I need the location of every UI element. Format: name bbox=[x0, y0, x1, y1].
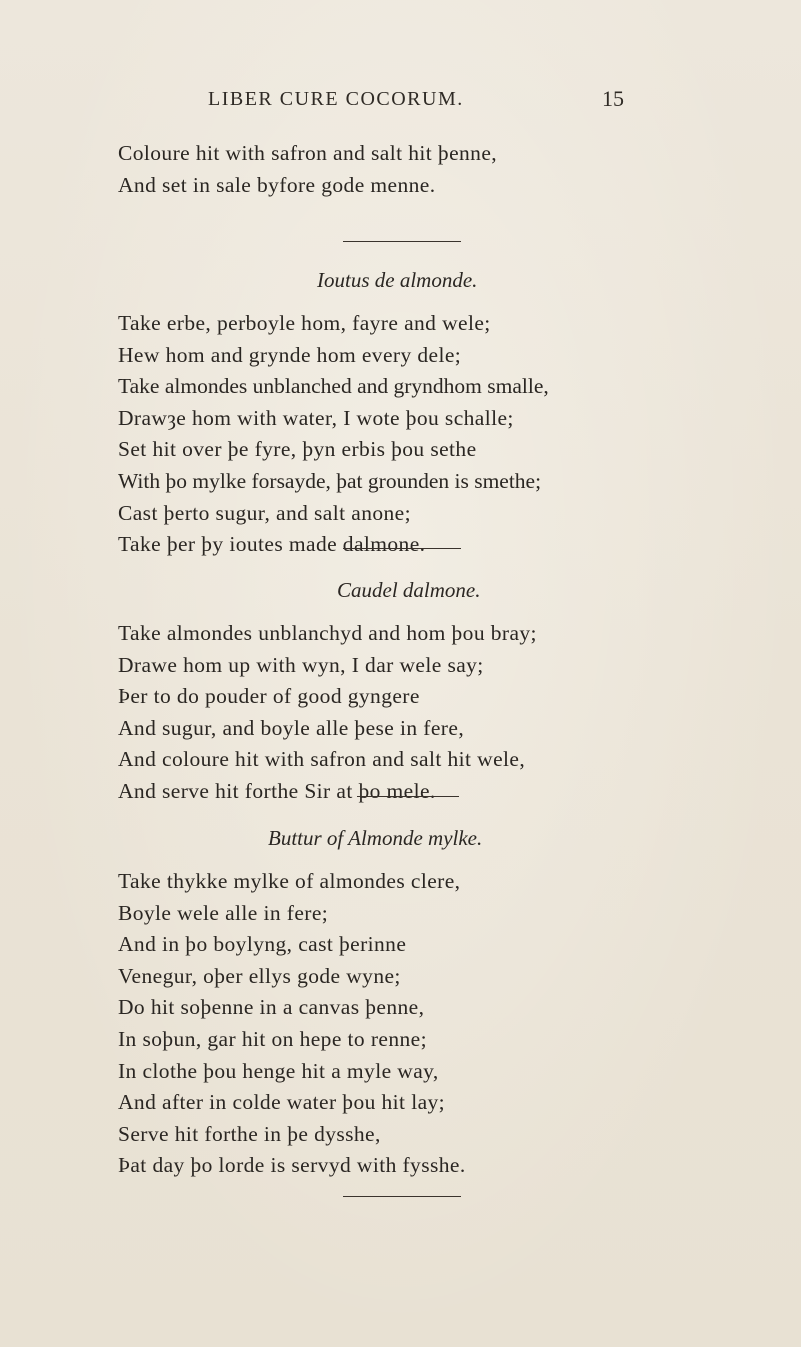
verse-line: Drawȝe hom with water, I wote þou schalle; bbox=[118, 405, 514, 430]
section-divider bbox=[357, 796, 459, 797]
recipe-verse bbox=[118, 308, 798, 561]
verse-line: Do hit soþenne in a canvas þenne, bbox=[118, 995, 425, 1020]
verse-line: With þo mylke forsayde, þat grounden is smethe; bbox=[118, 468, 542, 493]
running-head: LIBER CURE COCORUM. bbox=[208, 88, 464, 110]
recipe-title: Ioutus de almonde. bbox=[317, 268, 478, 292]
verse-line: Venegur, oþer ellys gode wyne; bbox=[118, 963, 401, 988]
verse-line: Þer to do pouder of good gyngere bbox=[118, 684, 420, 709]
verse-line: Take almondes unblanched and gryndhom smalle, bbox=[118, 374, 549, 399]
verse-line: Take erbe, perboyle hom, fayre and wele; bbox=[118, 311, 491, 335]
verse-line: And serve hit forthe Sir at þo mele. bbox=[118, 778, 436, 803]
verse-line: Set hit over þe fyre, þyn erbis þou sethe bbox=[118, 437, 477, 462]
verse-line: Cast þerto sugur, and salt anone; bbox=[118, 500, 411, 525]
verse-line: Coloure hit with safron and salt hit þenne, bbox=[118, 141, 498, 165]
verse-line: In clothe þou henge hit a myle way, bbox=[118, 1058, 439, 1083]
verse-line: And sugur, and boyle alle þese in fere, bbox=[118, 715, 465, 740]
recipe-title: Buttur of Almonde mylke. bbox=[268, 826, 483, 850]
recipe-verse bbox=[118, 866, 798, 1182]
verse-line: Take thykke mylke of almondes clere, bbox=[118, 869, 461, 893]
intro-verse bbox=[118, 138, 798, 201]
verse-line: Hew hom and grynde hom every dele; bbox=[118, 342, 462, 367]
verse-line: Drawe hom up with wyn, I dar wele say; bbox=[118, 652, 484, 677]
verse-line: And coloure hit with safron and salt hit wele, bbox=[118, 747, 526, 772]
verse-line: Take þer þy ioutes made dalmone. bbox=[118, 532, 426, 557]
recipe-verse bbox=[118, 618, 798, 808]
verse-line: Take almondes unblanchyd and hom þou bray; bbox=[118, 621, 537, 645]
verse-line: And after in colde water þou hit lay; bbox=[118, 1090, 446, 1115]
verse-line: And set in sale byfore gode menne. bbox=[118, 172, 436, 197]
recipe-title: Caudel dalmone. bbox=[337, 578, 481, 602]
verse-line: And in þo boylyng, cast þerinne bbox=[118, 932, 407, 957]
section-divider bbox=[343, 241, 461, 242]
verse-line: Serve hit forthe in þe dysshe, bbox=[118, 1121, 381, 1146]
verse-line: Þat day þo lorde is servyd with fysshe. bbox=[118, 1153, 466, 1178]
section-divider bbox=[343, 548, 461, 549]
page-number: 15 bbox=[602, 86, 624, 111]
verse-line: Boyle wele alle in fere; bbox=[118, 900, 329, 925]
verse-line: In soþun, gar hit on hepe to renne; bbox=[118, 1026, 427, 1051]
section-divider bbox=[343, 1196, 461, 1197]
